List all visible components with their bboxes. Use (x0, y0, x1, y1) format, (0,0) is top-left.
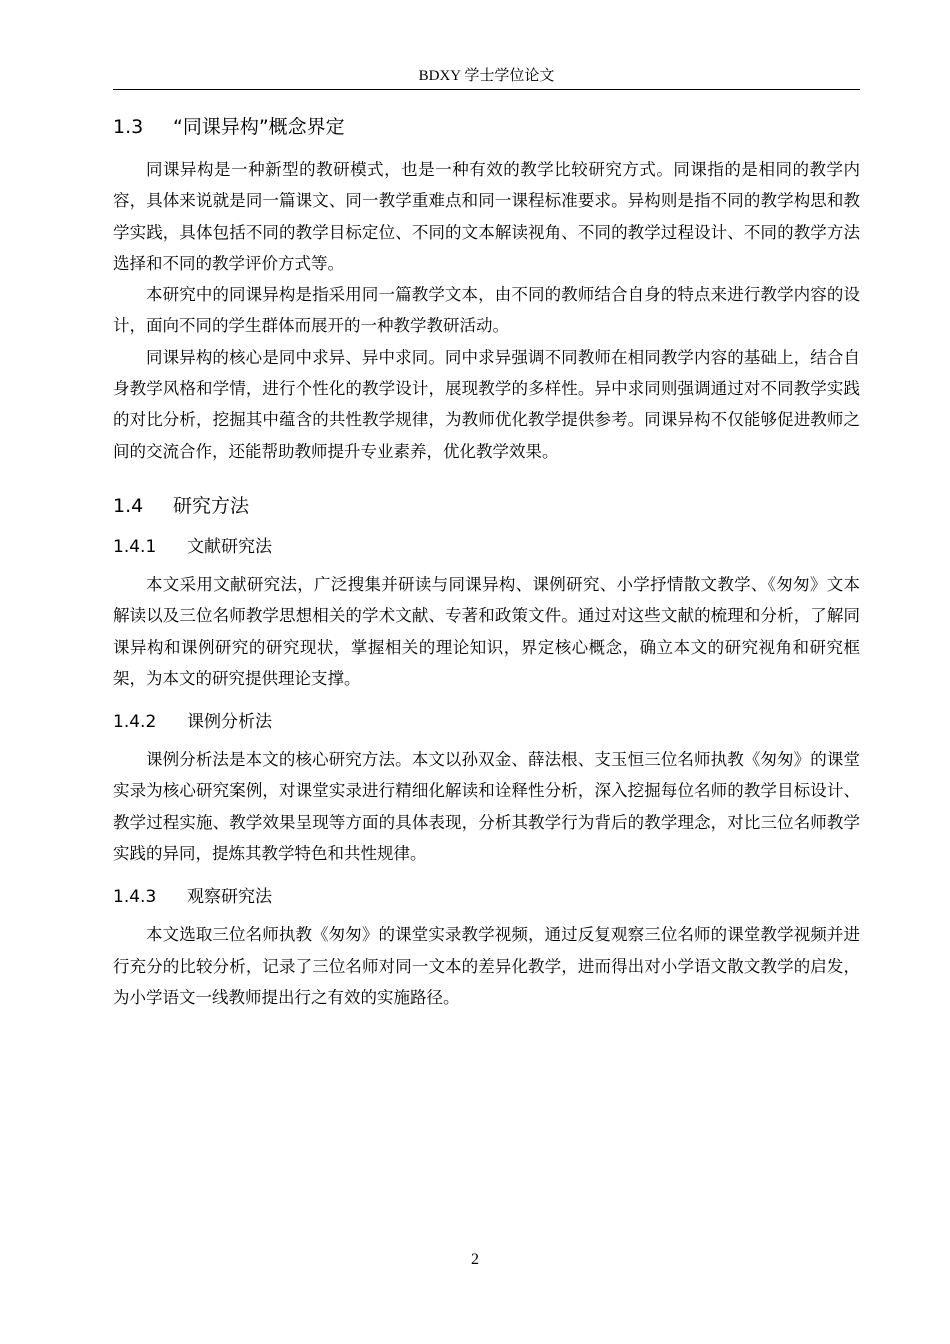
subsection-heading-1-4-1 (113, 533, 860, 561)
subsection-number: 1.4.2 (113, 712, 157, 733)
subsection-title: 文献研究法 (187, 536, 272, 557)
document-body (113, 112, 860, 1013)
subsection-number: 1.4.3 (113, 887, 157, 908)
section-title: 研究方法 (173, 494, 250, 517)
page-number: 2 (471, 1251, 479, 1268)
subsection-heading-1-4-2 (113, 708, 860, 736)
section-title: “同课异构”概念界定 (173, 116, 345, 138)
paragraph: 同课异构的核心是同中求异、异中求同。同中求异强调不同教师在相同教学内容的基础上，结合自身教学风格和学情，进行个性化的教学设计，展现教学的多样性。异中求同则强调通过对不同教学实践的对比分析，挖掘其中蕴含的共性教学规律，为教师优化教学提供参考。同课异构不仅能够促进教师之间的交流合作，还能帮助教师提升专业素养，优化教学效果。 (113, 347, 860, 461)
subsection-title: 观察研究法 (187, 887, 272, 908)
paragraph: 本文选取三位名师执教《匆匆》的课堂实录教学视频，通过反复观察三位名师的课堂教学视频并进行充分的比较分析，记录了三位名师对同一文本的差异化教学，进而得出对小学语文散文教学的启发，为小学语文一线教师提出行之有效的实施路径。 (113, 925, 860, 1007)
section-heading-1-4 (113, 491, 860, 521)
paragraph: 同课异构是一种新型的教研模式，也是一种有效的教学比较研究方式。同课指的是相同的教学内容，具体来说就是同一篇课文、同一教学重难点和同一课程标准要求。异构则是指不同的教学构思和教学实践，具体包括不同的教学目标定位、不同的文本解读视角、不同的教学过程设计、不同的教学方法选择和不同的教学评价方式等。 (113, 160, 860, 273)
paragraph: 课例分析法是本文的核心研究方法。本文以孙双金、薛法根、支玉恒三位名师执教《匆匆》的课堂实录为核心研究案例，对课堂实录进行精细化解读和诠释性分析，深入挖掘每位名师的教学目标设计、教学过程实施、教学效果呈现等方面的具体表现，分析其教学行为背后的教学理念，对比三位名师教学实践的异同，提炼其教学特色和共性规律。 (113, 750, 860, 864)
subsection-heading-1-4-3 (113, 883, 860, 911)
running-header: BDXY 学士学位论文 (113, 64, 860, 90)
section-number: 1.4 (113, 494, 144, 517)
subsection-number: 1.4.1 (113, 536, 157, 557)
paragraph: 本研究中的同课异构是指采用同一篇教学文本，由不同的教师结合自身的特点来进行教学内容的设计，面向不同的学生群体而展开的一种教学教研活动。 (113, 285, 860, 336)
section-number: 1.3 (113, 116, 144, 138)
subsection-title: 课例分析法 (187, 712, 272, 733)
paragraph: 本文采用文献研究法，广泛搜集并研读与同课异构、课例研究、小学抒情散文教学、《匆匆》文本解读以及三位名师教学思想相关的学术文献、专著和政策文件。通过对这些文献的梳理和分析，了解同课异构和课例研究的研究现状，掌握相关的理论知识，界定核心概念，确立本文的研究视角和研究框架，为本文的研究提供理论支撑。 (113, 574, 860, 688)
section-heading-1-3 (113, 112, 860, 142)
